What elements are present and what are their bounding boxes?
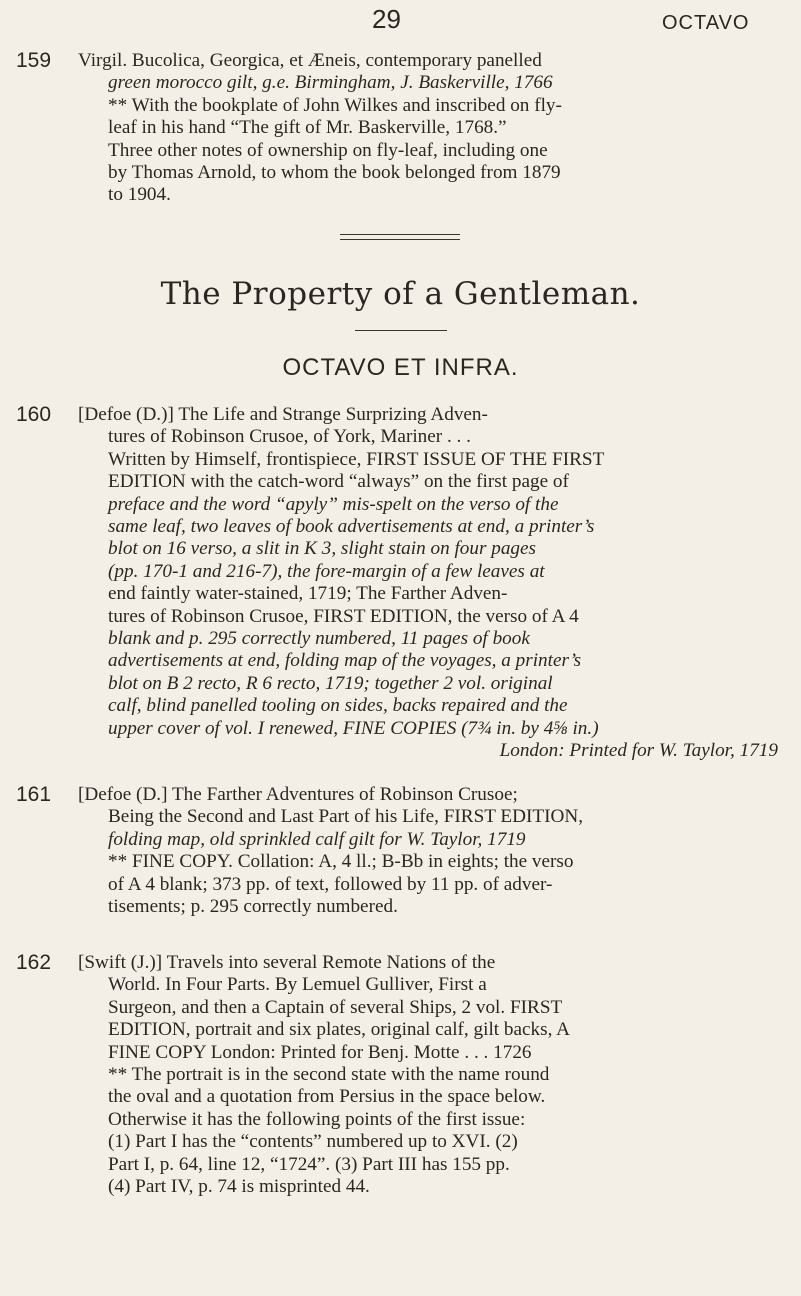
double-rule-divider [340, 234, 460, 240]
lot-line: Surgeon, and then a Captain of several Ships, 2 vol. FIRST [108, 996, 563, 1018]
lot-line: blot on B 2 recto, R 6 recto, 1719; together 2 vol. original [108, 672, 553, 694]
lot-line: EDITION, portrait and six plates, original calf, gilt backs, A [108, 1019, 570, 1041]
section-title: The Property of a Gentleman. [160, 276, 641, 312]
page-header [0, 4, 801, 38]
lot-line: Three other notes of ownership on fly-leaf, including one [108, 139, 548, 161]
lot-line: upper cover of vol. I renewed, FINE COPIES (7¾ in. by 4⅝ in.) [108, 717, 599, 739]
lot-line: same leaf, two leaves of book advertisements at end, a printer’s [108, 516, 595, 538]
lot-number: 161 [16, 783, 52, 806]
lot-line: end faintly water-stained, 1719; The Farther Adven- [108, 583, 508, 605]
lot-line: blank and p. 295 correctly numbered, 11 pages of book [108, 628, 530, 650]
lot-line: Being the Second and Last Part of his Life, FIRST EDITION, [108, 806, 583, 828]
lot-line: ** FINE COPY. Collation: A, 4 ll.; B-Bb in eights; the verso [108, 851, 574, 873]
lot-description [78, 784, 778, 918]
lot-line: tures of Robinson Crusoe, of York, Mariner . . . [108, 426, 471, 448]
lot-line: tures of Robinson Crusoe, FIRST EDITION, the verso of A 4 [108, 605, 579, 627]
lot-line: [Defoe (D.)] The Life and Strange Surprizing Adven- [78, 404, 488, 425]
lot-description [78, 952, 778, 1198]
lot-line: green morocco gilt, g.e. Birmingham, J. Baskerville, 1766 [108, 72, 553, 94]
lot-number: 159 [16, 49, 52, 72]
rule-divider [355, 330, 447, 331]
lot-line: Part I, p. 64, line 12, “1724”. (3) Part III has 155 pp. [108, 1153, 510, 1175]
lot-line: [Swift (J.)] Travels into several Remote Nations of the [78, 952, 496, 973]
lot-line: to 1904. [108, 184, 171, 206]
lot-line: EDITION with the catch-word “always” on the first page of [108, 471, 569, 493]
lot-line: Virgil. Bucolica, Georgica, et Æneis, contemporary panelled [78, 50, 542, 71]
lot-line: leaf in his hand “The gift of Mr. Baskerville, 1768.” [108, 117, 507, 139]
lot-description [78, 50, 778, 207]
lot-line: (1) Part I has the “contents” numbered up to XVI. (2) [108, 1131, 518, 1153]
lot-line: folding map, old sprinkled calf gilt for W. Taylor, 1719 [108, 828, 526, 850]
lot-line: Written by Himself, frontispiece, FIRST ISSUE OF THE FIRST [108, 448, 605, 470]
lot-line: of A 4 blank; 373 pp. of text, followed by 11 pp. of adver- [108, 873, 553, 895]
lot-line: blot on 16 verso, a slit in K 3, slight stain on four pages [108, 538, 537, 560]
section-label: OCTAVO [662, 12, 750, 34]
lot-line: London: Printed for W. Taylor, 1719 [499, 740, 778, 762]
lot-line: (pp. 170-1 and 216-7), the fore-margin of a few leaves at [108, 560, 545, 582]
lot-line: calf, blind panelled tooling on sides, backs repaired and the [108, 695, 568, 717]
lot-line: [Defoe (D.] The Farther Adventures of Robinson Crusoe; [78, 784, 518, 805]
lot-line: the oval and a quotation from Persius in the space below. [108, 1086, 546, 1108]
lot-number: 162 [16, 951, 52, 974]
lot-line: tisements; p. 295 correctly numbered. [108, 896, 398, 918]
lot-line: FINE COPY London: Printed for Benj. Motte . . . 1726 [108, 1041, 532, 1063]
lot-line: ** With the bookplate of John Wilkes and inscribed on fly- [108, 94, 562, 116]
lot-line: by Thomas Arnold, to whom the book belonged from 1879 [108, 162, 561, 184]
section-subtitle: OCTAVO ET INFRA. [282, 354, 519, 381]
lot-line: Otherwise it has the following points of the first issue: [108, 1108, 526, 1130]
lot-line: World. In Four Parts. By Lemuel Gulliver, First a [108, 974, 487, 996]
lot-line: advertisements at end, folding map of the voyages, a printer’s [108, 650, 582, 672]
page-number: 29 [372, 4, 401, 34]
lot-line: preface and the word “apyly” mis-spelt on the verso of the [108, 493, 559, 515]
lot-number: 160 [16, 403, 52, 426]
lot-line: (4) Part IV, p. 74 is misprinted 44. [108, 1176, 370, 1198]
lot-line: ** The portrait is in the second state with the name round [108, 1064, 550, 1086]
lot-description [78, 404, 778, 763]
